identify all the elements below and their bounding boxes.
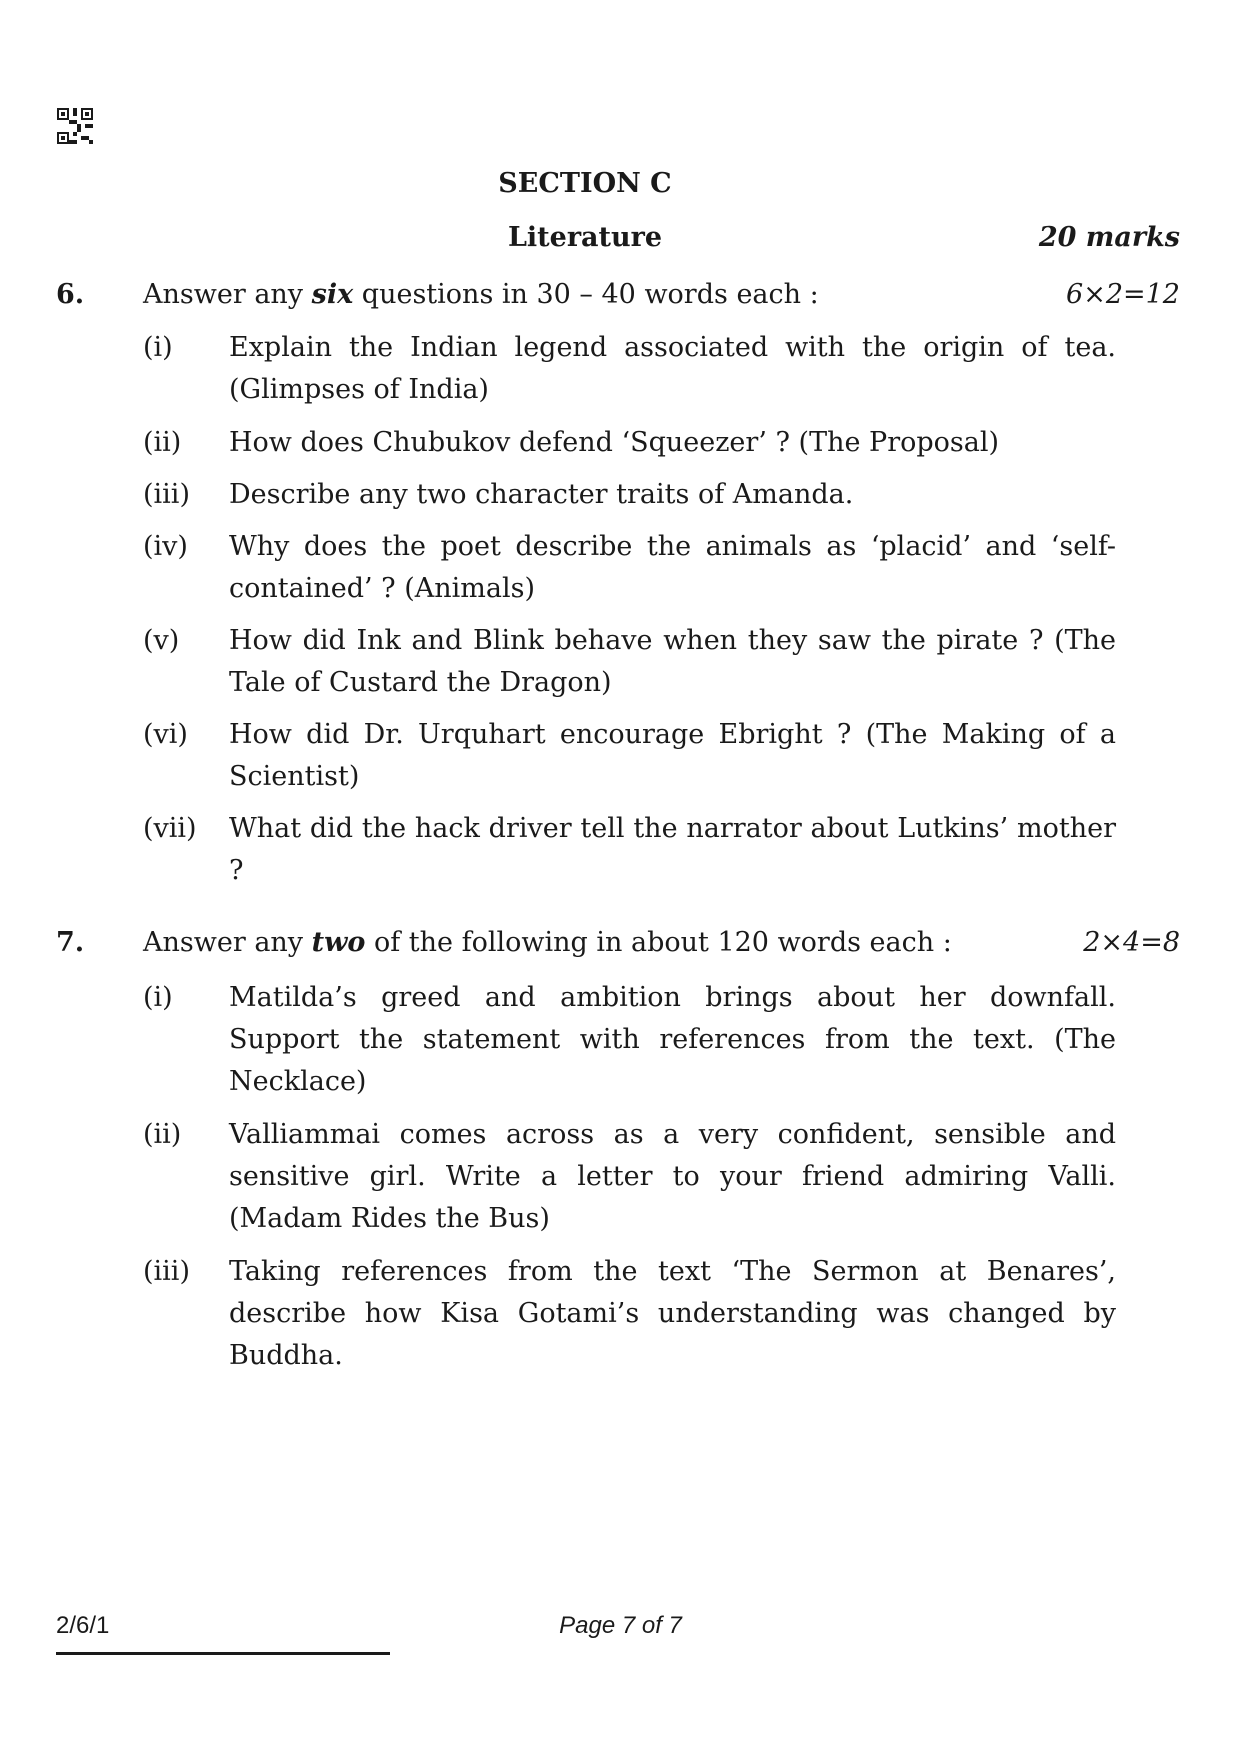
item-text: Describe any two character traits of Amanda. (229, 479, 854, 510)
section-marks: 20 marks (1038, 222, 1180, 253)
question-number: 6. (56, 279, 85, 310)
item-number: (iv) (143, 531, 188, 562)
item-number: (ii) (143, 427, 182, 458)
list-item (143, 808, 1116, 892)
item-text: How did Dr. Urquhart encourage Ebright ? (The Making of a Scientist) (229, 719, 1116, 792)
item-text: How does Chubukov defend ‘Squeezer’ ? (The Proposal) (229, 427, 1000, 458)
item-text: Matilda’s greed and ambition brings about her downfall. Support the statement with references from the text. (The Necklace) (229, 982, 1116, 1097)
list-item (143, 1251, 1116, 1377)
question-marks: 2×4=8 (1083, 927, 1180, 958)
item-text: Taking references from the text ‘The Sermon at Benares’, describe how Kisa Gotami’s understanding was changed by Buddha. (229, 1256, 1116, 1371)
literature-title: Literature (507, 222, 663, 253)
item-number: (ii) (143, 1119, 182, 1150)
item-text: Why does the poet describe the animals as ‘placid’ and ‘self-contained’ ? (Animals) (229, 531, 1116, 604)
list-item (143, 620, 1116, 704)
qr-code (57, 108, 93, 144)
footer-divider (56, 1652, 390, 1655)
question-6-items (143, 327, 1116, 892)
question-number: 7. (56, 927, 85, 958)
item-number: (i) (143, 332, 173, 363)
emphasis: two (311, 927, 366, 958)
question-marks: 6×2=12 (1066, 279, 1180, 310)
item-text: What did the hack driver tell the narrator about Lutkins’ mother ? (229, 813, 1116, 886)
list-item (143, 474, 1116, 516)
item-number: (vi) (143, 719, 188, 750)
item-text: How did Ink and Blink behave when they saw the pirate ? (The Tale of Custard the Dragon) (229, 625, 1116, 698)
list-item (143, 977, 1116, 1103)
page-number: Page 7 of 7 (559, 1612, 682, 1639)
item-number: (v) (143, 625, 180, 656)
paper-code: 2/6/1 (56, 1612, 110, 1639)
section-title: SECTION C (498, 168, 672, 199)
list-item (143, 1114, 1116, 1240)
item-number: (vii) (143, 813, 197, 844)
item-text: Explain the Indian legend associated with the origin of tea. (Glimpses of India) (229, 332, 1116, 405)
list-item (143, 327, 1116, 411)
item-number: (iii) (143, 479, 190, 510)
item-number: (iii) (143, 1256, 190, 1287)
question-7-items (143, 977, 1116, 1377)
list-item (143, 526, 1116, 610)
item-number: (i) (143, 982, 173, 1013)
emphasis: six (311, 279, 354, 310)
item-text: Valliammai comes across as a very confident, sensible and sensitive girl. Write a letter to your friend admiring Valli. (Madam Rides the Bus) (229, 1119, 1116, 1234)
list-item (143, 422, 1116, 464)
question-instruction: Answer any two of the following in about 120 words each : (143, 927, 952, 958)
question-instruction: Answer any six questions in 30 – 40 words each : (143, 279, 819, 310)
literature-header (0, 222, 1180, 258)
list-item (143, 714, 1116, 798)
